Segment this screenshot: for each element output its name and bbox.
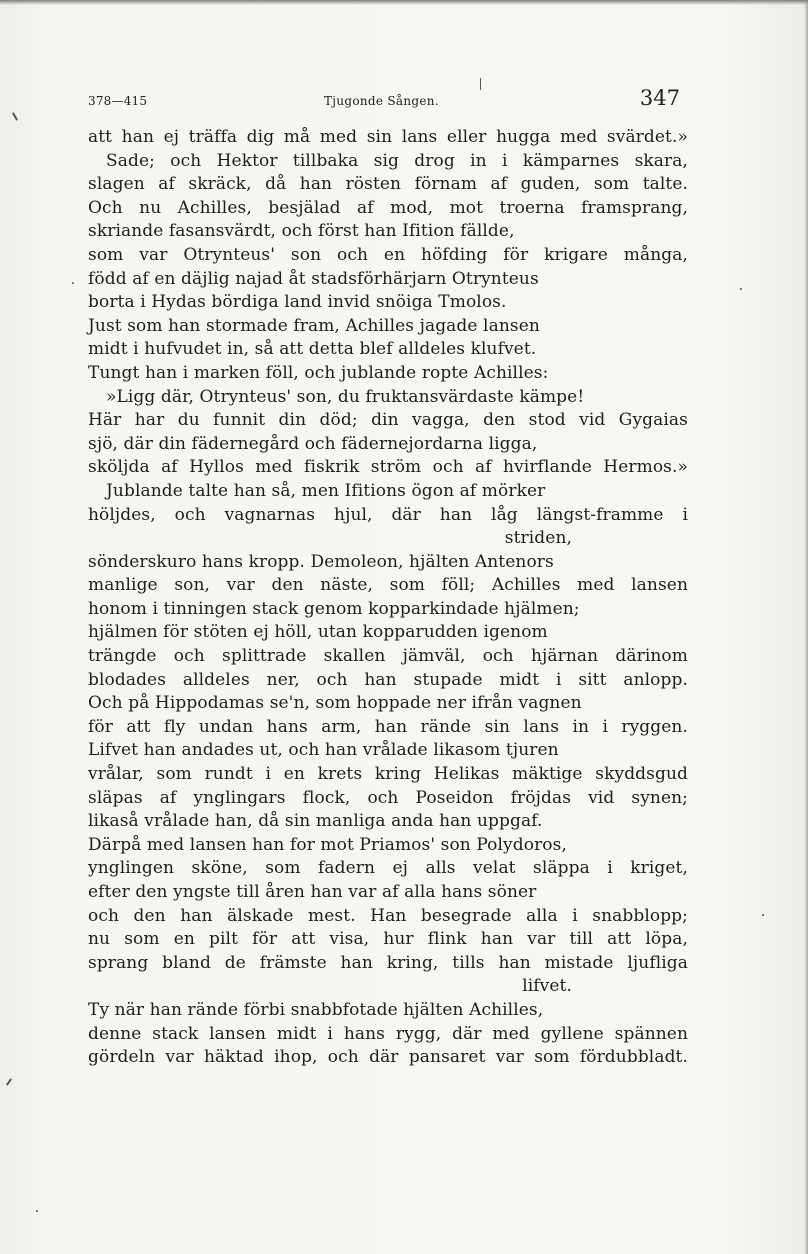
verse-line: gördeln var häktad ihop, och där pansaret var som fördubbladt. xyxy=(88,1047,688,1068)
scan-speck xyxy=(36,1210,38,1212)
verse-line: Och på Hippodamas se'n, som hoppade ner ifrån vagnen xyxy=(88,693,582,714)
verse-line: sköljda af Hyllos med fiskrik ström och af hvirflande Hermos.» xyxy=(88,457,688,478)
verse-line: Här har du funnit din död; din vagga, den stod vid Gygaias xyxy=(88,410,688,431)
verse-line: Ty när han rände förbi snabbfotade hjälten Achilles, xyxy=(88,999,544,1020)
scan-speck xyxy=(762,914,764,916)
verse-line: och den han älskade mest. Han besegrade alla i snabblopp; xyxy=(88,905,688,926)
verse-line: efter den yngste till åren han var af alla hans söner xyxy=(88,882,537,902)
verse-line: borta i Hydas bördiga land invid snöiga Tmolos. xyxy=(88,292,507,313)
scan-speck xyxy=(6,1078,12,1086)
verse-line: Och nu Achilles, besjälad af mod, mot troerna framsprang, xyxy=(88,197,688,218)
running-title: Tjugonde Sången. xyxy=(324,94,439,108)
verse-line: nu som en pilt för att visa, hur flink han var till att löpa, xyxy=(88,929,688,950)
verse-line: honom i tinningen stack genom kopparkindade hjälmen; xyxy=(88,598,580,619)
verse-line: likaså vrålade han, då sin manliga anda han uppgaf. xyxy=(88,811,543,832)
verse-line: som var Otrynteus' son och en höfding för krigare många, xyxy=(88,244,688,265)
verse-line: denne stack lansen midt i hans rygg, där med gyllene spännen xyxy=(88,1023,688,1044)
verse-line: Därpå med lansen han for mot Priamos' son Polydoros, xyxy=(88,834,567,855)
page-number: 347 xyxy=(639,86,680,110)
running-header xyxy=(88,88,680,112)
verse-line: midt i hufvudet in, så att detta blef alldeles klufvet. xyxy=(88,339,537,360)
verse-line: Lifvet han andades ut, och han vrålade likasom tjuren xyxy=(88,740,559,761)
verse-line: Jublande talte han så, men Ifitions ögon af mörker xyxy=(106,480,546,501)
verse-line: hjälmen för stöten ej höll, utan kopparudden igenom xyxy=(88,622,548,643)
verse-line: slagen af skräck, då han rösten förnam af guden, som talte. xyxy=(88,174,688,195)
verse-line: född af en däjlig najad åt stadsförhärjarn Otrynteus xyxy=(88,268,539,289)
verse-line: sjö, där din fädernegård och fädernejordarna ligga, xyxy=(88,433,538,454)
scan-speck xyxy=(12,112,18,121)
verse-line: släpas af ynglingars flock, och Poseidon fröjdas vid synen; xyxy=(88,787,688,808)
scan-speck xyxy=(740,288,742,290)
verse-line: att han ej träffa dig må med sin lans eller hugga med svärdet.» xyxy=(88,127,688,147)
scan-top-edge xyxy=(0,0,808,5)
verse-line: sönderskuro hans kropp. Demoleon, hjälten Antenors xyxy=(88,551,554,572)
verse-line: vrålar, som rundt i en krets kring Helikas mäktige skyddsgud xyxy=(88,764,688,785)
verse-line: »Ligg där, Otrynteus' son, du fruktansvärdaste kämpe! xyxy=(106,386,585,407)
scan-speck xyxy=(480,78,481,90)
verse-line: blodades alldeles ner, och han stupade midt i sitt anlopp. xyxy=(88,669,688,690)
verse-line: Sade; och Hektor tillbaka sig drog in i kämparnes skara, xyxy=(106,150,688,171)
verse-line: trängde och splittrade skallen jämväl, och hjärnan därinom xyxy=(88,646,688,667)
scan-speck xyxy=(72,282,74,284)
verse-line-turnover: lifvet. xyxy=(522,976,572,997)
verse-line: ynglingen sköne, som fadern ej alls velat släppa i kriget, xyxy=(88,858,688,879)
verse-line: sprang bland de främste han kring, tills han mistade ljufliga xyxy=(88,952,688,973)
scan-right-edge xyxy=(804,0,808,1254)
verse-text xyxy=(88,126,688,1070)
verse-line: Tungt han i marken föll, och jublande ropte Achilles: xyxy=(88,362,549,383)
verse-line: för att fly undan hans arm, han rände sin lans in i ryggen. xyxy=(88,716,688,737)
verse-line-turnover: striden, xyxy=(504,528,572,549)
verse-line: Just som han stormade fram, Achilles jagade lansen xyxy=(88,315,540,336)
line-range: 378—415 xyxy=(88,94,148,108)
verse-line: manlige son, var den näste, som föll; Achilles med lansen xyxy=(88,575,688,596)
verse-line: skriande fasansvärdt, och först han Ifition fällde, xyxy=(88,221,515,242)
verse-line: höljdes, och vagnarnas hjul, där han låg längst-framme i xyxy=(88,504,688,525)
